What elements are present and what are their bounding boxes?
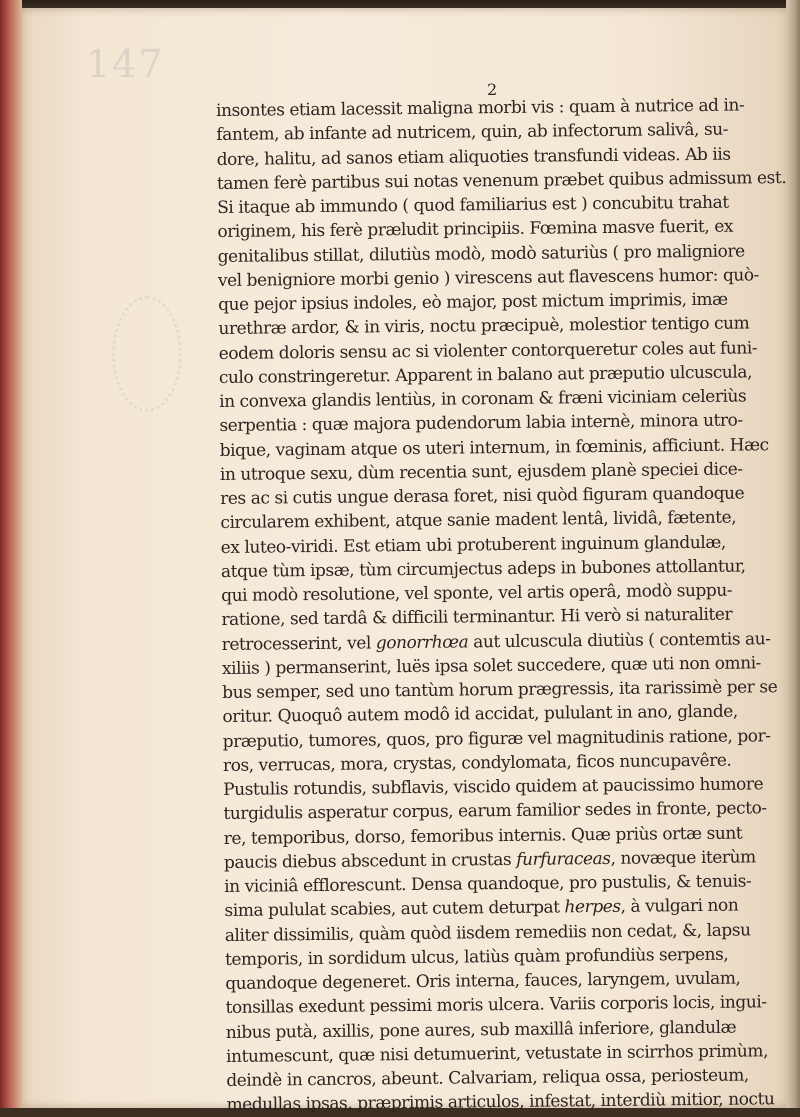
text-line: medullas ipsas, præprimis articulos, infestat, interdiù mitior, noctu (226, 1089, 775, 1116)
text-line: culo constringeretur. Apparent in balano aut præputio ulcuscula, (218, 362, 753, 388)
text-line: insontes etiam lacessit maligna morbi vis : quam à nutrice ad in- (216, 95, 745, 121)
text-line: eodem doloris sensu ac si violenter contorqueretur coles aut funi- (218, 337, 758, 364)
text-line: aliter dissimilis, quàm quòd iisdem remediis non cedat, &, lapsu (224, 919, 751, 946)
text-line: res ac si cutis ungue derasa foret, nisi quòd figuram quandoque (220, 483, 745, 509)
text-line: deindè in cancros, abeunt. Calvariam, reliqua ossa, periosteum, (226, 1065, 749, 1091)
text-line: circularem exhibent, atque sanie madent lentâ, lividâ, fætente, (220, 507, 737, 534)
text-line: in convexa glandis lentiùs, in coronam & fræni viciniam celeriùs (219, 386, 747, 412)
text-line: bus semper, sed uno tantùm horum prægressis, ita rarissimè per se (222, 677, 778, 703)
text-line: præputio, tumores, quos, pro figuræ vel magnitudinis ratione, por- (222, 725, 771, 752)
text-line: paucis diebus abscedunt in crustas furfuraceas, novæque iterùm (223, 847, 756, 873)
text-line: bique, vaginam atque os uteri internum, in fœminis, afficiunt. Hæc (219, 434, 769, 461)
text-line: genitalibus stillat, dilutiùs modò, modò saturiùs ( pro maligniore (217, 240, 745, 267)
bleed-through-marking: 147 (86, 42, 165, 86)
text-line: tamen ferè partibus sui notas venenum præbet quibus admissum est. (216, 167, 787, 194)
text-line: temporis, in sordidum ulcus, latiùs quàm profundiùs serpens, (224, 944, 729, 970)
text-line: fantem, ab infante ad nutricem, quin, ab infectorum salivâ, su- (216, 119, 729, 146)
text-line: dore, halitu, ad sanos etiam aliquoties transfundi videas. Ab iis (216, 144, 731, 170)
text-line: oritur. Quoquô autem modô id accidat, pululant in ano, glande, (222, 701, 738, 728)
text-line: atque tùm ipsæ, tùm circumjectus adeps in bubones attollantur, (220, 556, 746, 582)
text-line: nibus putà, axillis, pone aures, sub maxillâ inferiore, glandulæ (225, 1017, 737, 1043)
text-line: ratione, sed tardâ & difficili terminantur. Hi verò si naturaliter (221, 604, 733, 631)
text-line: qui modò resolutione, vel sponte, vel artis operâ, modò suppu- (221, 580, 733, 606)
text-line: ex luteo-viridi. Est etiam ubi protuberent inguinum glandulæ, (220, 532, 726, 558)
text-line: Si itaque ab immundo ( quod familiarius est ) concubitu trahat (217, 192, 729, 218)
italic-term: gonorrhœa (375, 631, 469, 653)
page-number: 2 (487, 80, 498, 99)
text-line: xiliis ) permanserint, luës ipsa solet succedere, quæ uti non omni- (221, 653, 762, 679)
body-text (216, 93, 787, 1117)
text-line: sima pululat scabies, aut cutem deturpat herpes, à vulgari non (224, 895, 739, 922)
text-line: Pustulis rotundis, subflavis, viscido quidem at paucissimo humore (223, 774, 764, 800)
text-line: originem, his ferè præludit principiis. Fœmina masve fuerit, ex (217, 216, 734, 243)
text-line: retrocesserint, vel gonorrhœa aut ulcuscula diutiùs ( contemtis au- (221, 628, 771, 655)
book-binding-edge (0, 0, 22, 1108)
page-fore-edge (786, 0, 800, 1108)
italic-term: furfuraceas (516, 848, 611, 870)
text-line: intumescunt, quæ nisi detumuerint, vetustate in scirrhos primùm, (225, 1041, 769, 1067)
italic-term: herpes (564, 897, 621, 918)
text-line: re, temporibus, dorso, femoribus internis. Quæ priùs ortæ sunt (223, 823, 743, 849)
text-line: turgidulis asperatur corpus, earum familior sedes in fronte, pecto- (223, 798, 767, 825)
text-line: quandoque degeneret. Oris interna, fauces, laryngem, uvulam, (225, 968, 741, 994)
text-line: in utroque sexu, dùm recentia sunt, ejusdem planè speciei dice- (219, 459, 743, 485)
text-line: que pejor ipsius indoles, eò major, post mictum imprimis, imæ (218, 289, 728, 315)
bleed-through-stamp (112, 296, 182, 412)
text-line: serpentia : quæ majora pudendorum labia internè, minora utro- (219, 410, 743, 437)
text-line: vel benigniore morbi genio ) virescens aut flavescens humor: quò- (217, 265, 760, 291)
text-line: in viciniâ efflorescunt. Densa quandoque, pro pustulis, & tenuis- (224, 871, 752, 897)
text-line: urethræ ardor, & in viris, noctu præcipuè, molestior tentigo cum (218, 313, 750, 340)
text-line: tonsillas exedunt pessimi moris ulcera. Variis corporis locis, ingui- (225, 992, 767, 1019)
text-line: ros, verrucas, mora, crystas, condylomata, ficos nuncupavêre. (222, 750, 732, 776)
